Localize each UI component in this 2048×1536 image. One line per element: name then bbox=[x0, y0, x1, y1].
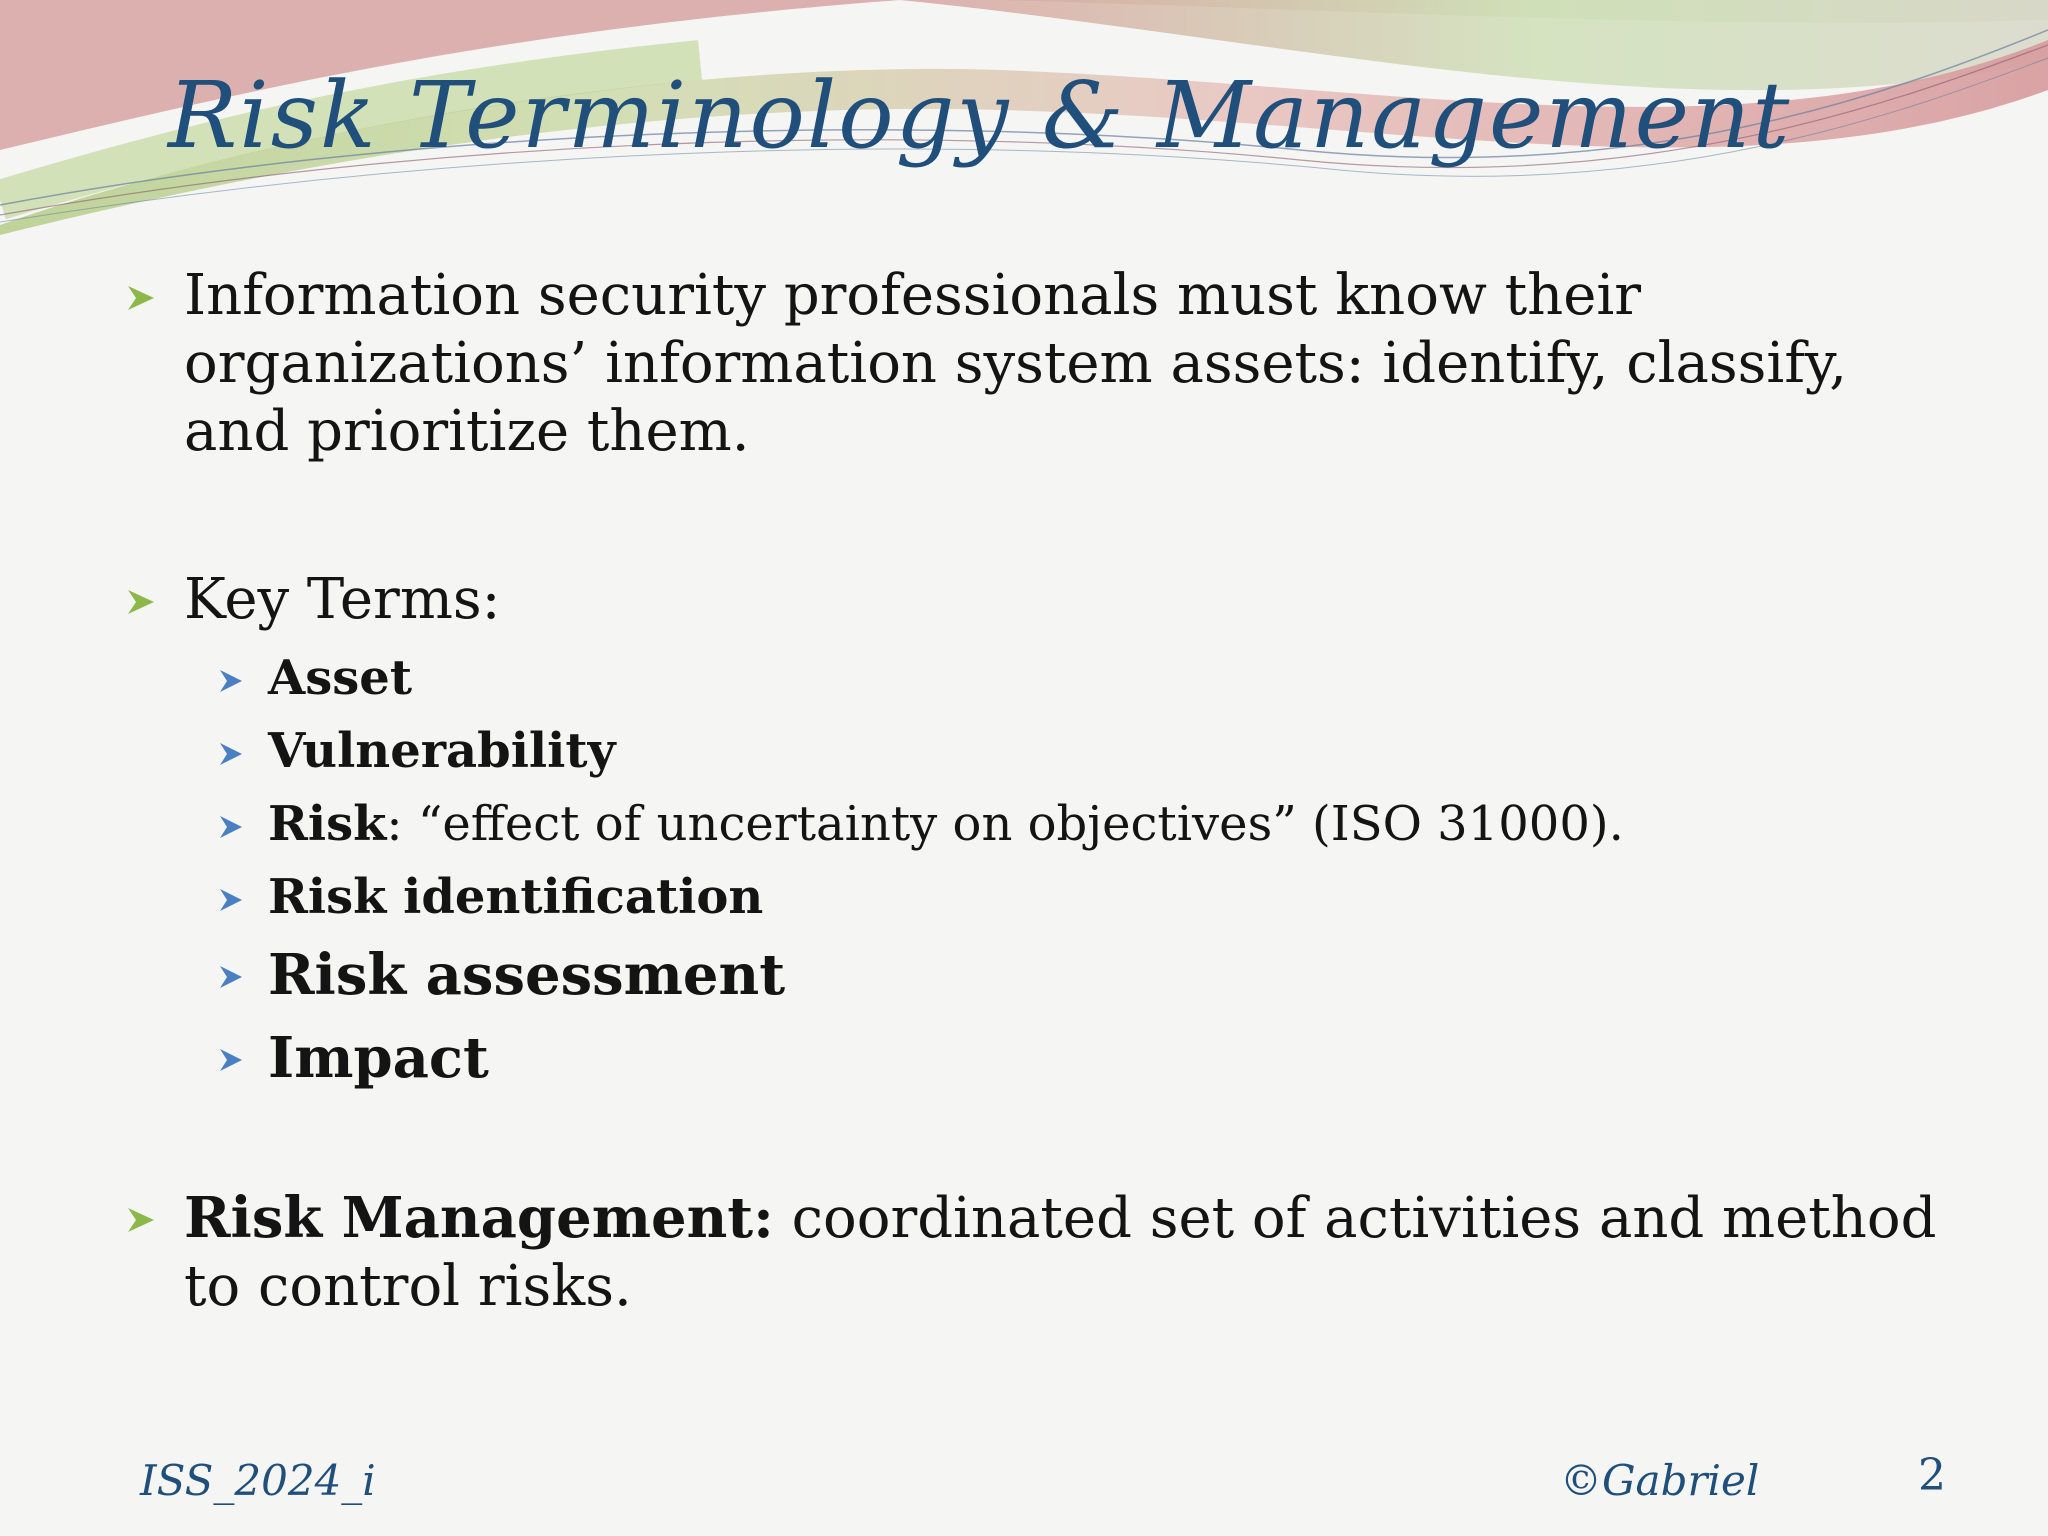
key-term-impact bbox=[214, 1017, 1942, 1100]
bullet-text: Information security professionals must know their organizations’ information system assets: identify, classify, and prioritize them. bbox=[184, 263, 1848, 464]
key-terms-list bbox=[214, 642, 1942, 1100]
footer-course-code: ISS_2024_i bbox=[140, 1456, 376, 1505]
bullet-risk-management bbox=[122, 1184, 1942, 1321]
key-term-label: Impact bbox=[268, 1025, 489, 1091]
slide-number: 2 bbox=[1918, 1450, 1946, 1501]
footer-author: ©Gabriel bbox=[1560, 1456, 1760, 1505]
key-term-definition: : “effect of uncertainty on objectives” (ISO 31000). bbox=[386, 796, 1624, 852]
bullet-key-terms bbox=[122, 566, 1942, 634]
key-term-label: Risk bbox=[268, 796, 387, 852]
bullet-assets bbox=[122, 262, 1942, 466]
key-term-label: Asset bbox=[268, 650, 412, 706]
key-term-vulnerability bbox=[214, 715, 1942, 788]
key-term-risk-identification bbox=[214, 861, 1942, 934]
bullet-text: coordinated set of activities and method to control risks. bbox=[184, 1186, 1937, 1319]
arrow-bullet-icon bbox=[218, 964, 244, 990]
arrow-bullet-icon bbox=[218, 741, 244, 767]
key-term-risk-assessment bbox=[214, 934, 1942, 1017]
arrow-bullet-icon bbox=[218, 1047, 244, 1073]
bullet-text: Key Terms: bbox=[184, 567, 501, 632]
key-term-label: Risk identification bbox=[268, 869, 764, 925]
key-term-asset bbox=[214, 642, 1942, 715]
arrow-bullet-icon bbox=[218, 814, 244, 840]
bullet-bold-term: Risk Management: bbox=[184, 1185, 774, 1251]
arrow-bullet-icon bbox=[126, 588, 156, 616]
key-term-risk bbox=[214, 788, 1942, 861]
key-term-label: Vulnerability bbox=[268, 723, 616, 779]
arrow-bullet-icon bbox=[218, 668, 244, 694]
arrow-bullet-icon bbox=[126, 284, 156, 312]
slide-content bbox=[122, 262, 1942, 1321]
arrow-bullet-icon bbox=[218, 887, 244, 913]
slide-title: Risk Terminology & Management bbox=[168, 62, 1792, 169]
key-term-label: Risk assessment bbox=[268, 942, 786, 1008]
arrow-bullet-icon bbox=[126, 1206, 156, 1234]
